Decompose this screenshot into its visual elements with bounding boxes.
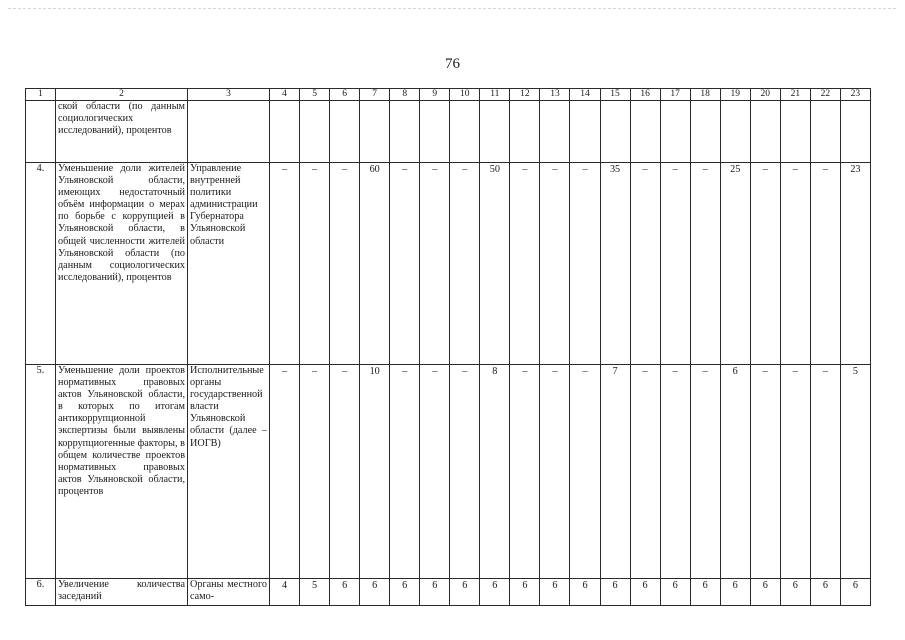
value-cell-col-22-text: 6 [822, 580, 828, 591]
column-header-7: 7 [360, 89, 390, 101]
value-cell-col-14 [570, 365, 600, 579]
value-cell-col-7 [360, 365, 390, 579]
value-cell-col-16 [630, 163, 660, 365]
value-cell-col-7-text: 10 [369, 366, 380, 377]
value-cell-col-18 [690, 365, 720, 579]
column-header-2: 2 [56, 89, 188, 101]
value-cell-col-7 [360, 579, 390, 606]
value-cell-col-16 [630, 579, 660, 606]
value-cell-col-8-text: – [402, 366, 408, 377]
value-cell-col-12-text: 6 [522, 580, 528, 591]
value-cell-col-14 [570, 163, 600, 365]
scan-edge [8, 8, 896, 9]
value-cell-col-9-text: – [432, 366, 438, 377]
value-cell-col-19 [720, 579, 750, 606]
value-cell-col-15-text [603, 102, 628, 162]
row-number-cell [26, 365, 56, 579]
value-cell-col-23 [840, 163, 870, 365]
responsible-cell [188, 101, 270, 163]
value-cell-col-13 [540, 163, 570, 365]
value-cell-col-17 [660, 579, 690, 606]
value-cell-col-5-text: 5 [312, 580, 318, 591]
value-cell-col-20-text [753, 102, 778, 162]
value-cell-col-12-text [512, 102, 537, 162]
value-cell-col-11 [480, 579, 510, 606]
column-header-12: 12 [510, 89, 540, 101]
value-cell-col-11 [480, 101, 510, 163]
column-header-23: 23 [840, 89, 870, 101]
value-cell-col-13 [540, 365, 570, 579]
value-cell-col-11 [480, 163, 510, 365]
value-cell-col-10 [450, 163, 480, 365]
value-cell-col-18-text: 6 [702, 580, 708, 591]
value-cell-col-6 [330, 163, 360, 365]
value-cell-col-23-text: 5 [852, 366, 858, 377]
responsible-cell-text: Управление внутренней политики администрации Губернатора Ульяновской области [190, 163, 258, 247]
row-number-cell-text: 4. [36, 163, 45, 174]
value-cell-col-22-text [813, 102, 838, 162]
value-cell-col-20-text: – [762, 366, 768, 377]
value-cell-col-9-text: – [432, 164, 438, 175]
value-cell-col-16-text [633, 102, 658, 162]
value-cell-col-10-text: – [462, 366, 468, 377]
column-header-14: 14 [570, 89, 600, 101]
table-row [26, 365, 871, 579]
value-cell-col-20-text: 6 [762, 580, 768, 591]
value-cell-col-7-text: 60 [369, 164, 380, 175]
column-header-15: 15 [600, 89, 630, 101]
value-cell-col-21-text: – [792, 164, 798, 175]
row-number-cell-text: 6. [36, 579, 45, 590]
value-cell-col-4 [270, 163, 300, 365]
indicator-cell-text: Уменьшение доли жителей Ульяновской области, имеющих недостаточный объём информации о мерах по борьбе с коррупцией в Ульяновской области, в общей численности жителей Ульяновской области (по данным социологических исследований), процентов [58, 163, 185, 283]
value-cell-col-13 [540, 579, 570, 606]
value-cell-col-17 [660, 101, 690, 163]
value-cell-col-15 [600, 365, 630, 579]
value-cell-col-21-text: – [792, 366, 798, 377]
value-cell-col-12-text: – [522, 366, 528, 377]
value-cell-col-9 [420, 163, 450, 365]
page-number: 76 [445, 56, 460, 72]
value-cell-col-20 [750, 101, 780, 163]
value-cell-col-17-text [663, 102, 688, 162]
value-cell-col-9 [420, 101, 450, 163]
value-cell-col-16 [630, 365, 660, 579]
column-header-10: 10 [450, 89, 480, 101]
value-cell-col-20 [750, 365, 780, 579]
value-cell-col-4 [270, 365, 300, 579]
value-cell-col-20-text: – [762, 164, 768, 175]
value-cell-col-18-text: – [702, 366, 708, 377]
column-header-3: 3 [188, 89, 270, 101]
value-cell-col-6 [330, 101, 360, 163]
value-cell-col-7-text [362, 102, 387, 162]
value-cell-col-4 [270, 101, 300, 163]
value-cell-col-10 [450, 101, 480, 163]
value-cell-col-23 [840, 579, 870, 606]
value-cell-col-10-text [452, 102, 477, 162]
value-cell-col-4-text: 4 [281, 580, 288, 591]
value-cell-col-19-text: 6 [732, 366, 738, 377]
value-cell-col-18 [690, 163, 720, 365]
value-cell-col-8-text: – [402, 164, 408, 175]
value-cell-col-21 [780, 579, 810, 606]
value-cell-col-17-text: – [672, 366, 678, 377]
value-cell-col-18 [690, 579, 720, 606]
value-cell-col-18-text: – [702, 164, 708, 175]
value-cell-col-15 [600, 579, 630, 606]
value-cell-col-6 [330, 579, 360, 606]
value-cell-col-22-text: – [822, 164, 828, 175]
value-cell-col-13-text [542, 102, 567, 162]
column-header-4: 4 [270, 89, 300, 101]
table-body [26, 101, 871, 606]
value-cell-col-16-text: 6 [642, 580, 648, 591]
value-cell-col-20 [750, 163, 780, 365]
value-cell-col-11 [480, 365, 510, 579]
indicator-cell-text: Уменьшение доли проектов нормативных правовых актов Ульяновской области, в которых по итогам антикоррупционной экспертизы были выявлены коррупциогенные факторы, в общем количестве проектов нормативных правовых актов Ульяновской области, процентов [58, 365, 185, 497]
value-cell-col-16-text: – [642, 164, 648, 175]
column-header-8: 8 [390, 89, 420, 101]
value-cell-col-14 [570, 579, 600, 606]
responsible-cell [188, 163, 270, 365]
value-cell-col-10 [450, 579, 480, 606]
value-cell-col-21 [780, 163, 810, 365]
value-cell-col-21 [780, 101, 810, 163]
value-cell-col-23-text: 23 [850, 164, 861, 175]
value-cell-col-7-text: 6 [372, 580, 378, 591]
value-cell-col-9-text: 6 [432, 580, 438, 591]
value-cell-col-5 [300, 365, 330, 579]
value-cell-col-10-text: – [462, 164, 468, 175]
value-cell-col-21-text: 6 [792, 580, 798, 591]
value-cell-col-9 [420, 365, 450, 579]
value-cell-col-22 [810, 579, 840, 606]
value-cell-col-4-text: – [281, 164, 288, 175]
value-cell-col-19-text: 25 [730, 164, 741, 175]
value-cell-col-4-text [272, 102, 297, 162]
value-cell-col-5-text: – [312, 366, 318, 377]
column-header-11: 11 [480, 89, 510, 101]
value-cell-col-10 [450, 365, 480, 579]
value-cell-col-13-text: – [552, 164, 558, 175]
value-cell-col-10-text: 6 [462, 580, 468, 591]
indicator-cell-text: Увеличение количества заседаний [58, 579, 185, 603]
value-cell-col-23 [840, 101, 870, 163]
column-header-21: 21 [780, 89, 810, 101]
value-cell-col-8 [390, 365, 420, 579]
value-cell-col-8 [390, 163, 420, 365]
row-number-cell-text: 5. [36, 365, 45, 376]
value-cell-col-14-text: – [582, 366, 588, 377]
column-header-5: 5 [300, 89, 330, 101]
value-cell-col-15-text: 6 [612, 580, 618, 591]
value-cell-col-9 [420, 579, 450, 606]
table-row [26, 163, 871, 365]
value-cell-col-6 [330, 365, 360, 579]
value-cell-col-5-text [302, 102, 327, 162]
value-cell-col-13-text: – [552, 366, 558, 377]
value-cell-col-18-text [693, 102, 718, 162]
value-cell-col-6-text [332, 102, 357, 162]
value-cell-col-15 [600, 163, 630, 365]
column-header-17: 17 [660, 89, 690, 101]
value-cell-col-7 [360, 163, 390, 365]
value-cell-col-11-text: 8 [492, 366, 498, 377]
indicator-cell [56, 365, 188, 579]
column-header-20: 20 [750, 89, 780, 101]
column-header-22: 22 [810, 89, 840, 101]
value-cell-col-8 [390, 101, 420, 163]
value-cell-col-22 [810, 365, 840, 579]
row-number-cell [26, 101, 56, 163]
value-cell-col-17 [660, 163, 690, 365]
value-cell-col-14-text: 6 [582, 580, 588, 591]
value-cell-col-19 [720, 163, 750, 365]
value-cell-col-14-text: – [582, 164, 588, 175]
indicator-cell [56, 163, 188, 365]
value-cell-col-6-text: 6 [342, 580, 348, 591]
table-row [26, 101, 871, 163]
responsible-cell [188, 579, 270, 606]
responsible-cell [188, 365, 270, 579]
value-cell-col-18 [690, 101, 720, 163]
value-cell-col-22 [810, 101, 840, 163]
indicator-cell [56, 579, 188, 606]
value-cell-col-14-text [572, 102, 597, 162]
value-cell-col-19-text: 6 [732, 580, 738, 591]
column-header-13: 13 [540, 89, 570, 101]
indicator-cell-text: ской области (по данным социологических исследований), процентов [58, 101, 185, 137]
value-cell-col-23-text [843, 102, 868, 162]
value-cell-col-12 [510, 365, 540, 579]
header-row [26, 89, 871, 101]
value-cell-col-17 [660, 365, 690, 579]
table-row [26, 579, 871, 606]
value-cell-col-4 [270, 579, 300, 606]
value-cell-col-22 [810, 163, 840, 365]
value-cell-col-6-text: – [342, 164, 348, 175]
value-cell-col-5-text: – [312, 164, 318, 175]
value-cell-col-23-text: 6 [852, 580, 858, 591]
report-table [25, 88, 871, 606]
row-number-cell-text [28, 101, 53, 161]
value-cell-col-12 [510, 163, 540, 365]
value-cell-col-5 [300, 579, 330, 606]
column-header-16: 16 [630, 89, 660, 101]
value-cell-col-11-text: 6 [492, 580, 498, 591]
value-cell-col-14 [570, 101, 600, 163]
value-cell-col-12 [510, 101, 540, 163]
row-number-cell [26, 163, 56, 365]
responsible-cell-text: Органы местного само- [190, 579, 267, 603]
value-cell-col-4-text: – [281, 366, 288, 377]
value-cell-col-12 [510, 579, 540, 606]
value-cell-col-13-text: 6 [552, 580, 558, 591]
value-cell-col-8-text: 6 [402, 580, 408, 591]
value-cell-col-16 [630, 101, 660, 163]
value-cell-col-7 [360, 101, 390, 163]
value-cell-col-11-text: 50 [489, 164, 500, 175]
value-cell-col-17-text: 6 [672, 580, 678, 591]
value-cell-col-15-text: 35 [609, 164, 621, 175]
value-cell-col-15 [600, 101, 630, 163]
column-header-1: 1 [26, 89, 56, 101]
column-header-19: 19 [720, 89, 750, 101]
column-header-6: 6 [330, 89, 360, 101]
value-cell-col-16-text: – [642, 366, 648, 377]
indicator-cell [56, 101, 188, 163]
column-header-18: 18 [690, 89, 720, 101]
value-cell-col-5 [300, 163, 330, 365]
value-cell-col-15-text: 7 [612, 366, 618, 377]
value-cell-col-20 [750, 579, 780, 606]
value-cell-col-21-text [783, 102, 808, 162]
value-cell-col-23 [840, 365, 870, 579]
responsible-cell-text [190, 101, 267, 161]
value-cell-col-8-text [392, 102, 417, 162]
value-cell-col-19 [720, 101, 750, 163]
value-cell-col-6-text: – [342, 366, 348, 377]
value-cell-col-19-text [723, 102, 748, 162]
value-cell-col-22-text: – [822, 366, 828, 377]
value-cell-col-13 [540, 101, 570, 163]
value-cell-col-9-text [422, 102, 447, 162]
responsible-cell-text: Исполнительные органы государственной власти Ульяновской области (далее – ИОГВ) [190, 365, 267, 449]
value-cell-col-5 [300, 101, 330, 163]
row-number-cell [26, 579, 56, 606]
value-cell-col-19 [720, 365, 750, 579]
value-cell-col-11-text [482, 102, 507, 162]
column-header-9: 9 [420, 89, 450, 101]
value-cell-col-17-text: – [672, 164, 678, 175]
value-cell-col-8 [390, 579, 420, 606]
value-cell-col-12-text: – [522, 164, 528, 175]
value-cell-col-21 [780, 365, 810, 579]
